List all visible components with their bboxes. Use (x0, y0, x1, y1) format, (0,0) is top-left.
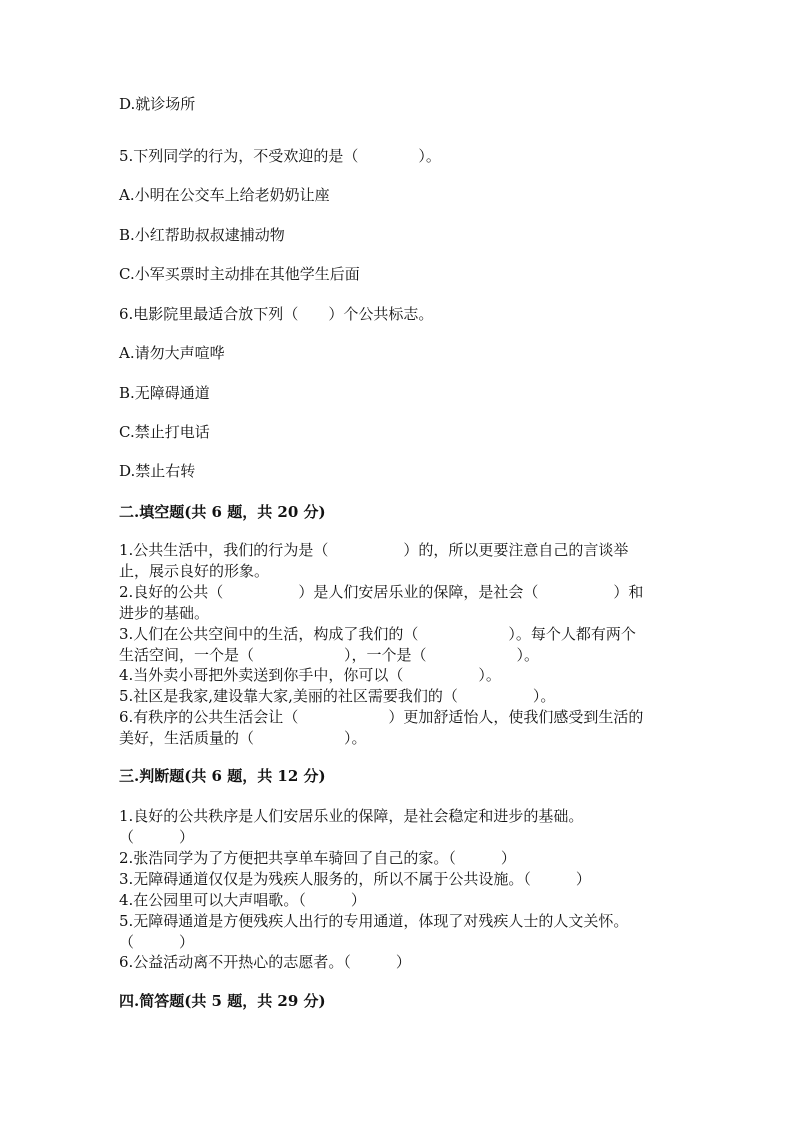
fill-question-4: 4.当外卖小哥把外卖送到你手中，你可以（ ）。 (119, 666, 501, 684)
fill-question-5: 5.社区是我家,建设靠大家,美丽的社区需要我们的（ ）。 (119, 687, 556, 705)
judge-question-4: 4.在公园里可以大声唱歌。（ ） (119, 891, 366, 909)
fill-question-1-line-2: 止，展示良好的形象。 (119, 562, 270, 580)
judge-question-6: 6.公益活动离不开热心的志愿者。（ ） (119, 953, 411, 971)
judge-question-5-line-2: （ ） (119, 933, 195, 951)
question-5: 5.下列同学的行为，不受欢迎的是（ ）。 (119, 147, 441, 165)
fill-question-6-line-2: 美好，生活质量的（ ）。 (119, 729, 367, 747)
fill-question-2-line-2: 进步的基础。 (119, 604, 210, 622)
fill-question-3-line-2: 生活空间，一个是（ ），一个是（ ）。 (119, 646, 540, 664)
option-6-d: D.禁止右转 (119, 462, 196, 480)
option-6-c: C.禁止打电话 (119, 423, 210, 441)
judge-question-1-line-1: 1.良好的公共秩序是人们安居乐业的保障，是社会稳定和进步的基础。 (119, 807, 584, 825)
option-5-d: D.就诊场所 (119, 95, 196, 113)
judge-question-1-line-2: （ ） (119, 828, 195, 846)
judge-question-5-line-1: 5.无障碍通道是方便残疾人出行的专用通道，体现了对残疾人士的人文关怀。 (119, 912, 629, 930)
option-6-a: A.请勿大声喧哗 (119, 344, 225, 362)
fill-question-2-line-1: 2.良好的公共（ ）是人们安居乐业的保障，是社会（ ）和 (119, 583, 644, 601)
option-5-c: C.小军买票时主动排在其他学生后面 (119, 265, 360, 283)
option-6-b: B.无障碍通道 (119, 384, 210, 402)
section-three-heading: 三.判断题(共 6 题，共 12 分) (119, 767, 326, 785)
question-6: 6.电影院里最适合放下列（ ）个公共标志。 (119, 305, 434, 323)
fill-question-3-line-1: 3.人们在公共空间中的生活，构成了我们的（ ）。每个人都有两个 (119, 625, 636, 643)
option-5-b: B.小红帮助叔叔逮捕动物 (119, 226, 285, 244)
judge-question-3: 3.无障碍通道仅仅是为残疾人服务的，所以不属于公共设施。（ ） (119, 870, 591, 888)
option-5-a: A.小明在公交车上给老奶奶让座 (119, 186, 330, 204)
fill-question-1-line-1: 1.公共生活中，我们的行为是（ ）的，所以更要注意自己的言谈举 (119, 541, 629, 559)
section-two-heading: 二.填空题(共 6 题，共 20 分) (119, 503, 326, 521)
judge-question-2: 2.张浩同学为了方便把共享单车骑回了自己的家。（ ） (119, 849, 516, 867)
fill-question-6-line-1: 6.有秩序的公共生活会让（ ）更加舒适怡人，使我们感受到生活的 (119, 708, 644, 726)
section-four-heading: 四.简答题(共 5 题，共 29 分) (119, 992, 326, 1010)
